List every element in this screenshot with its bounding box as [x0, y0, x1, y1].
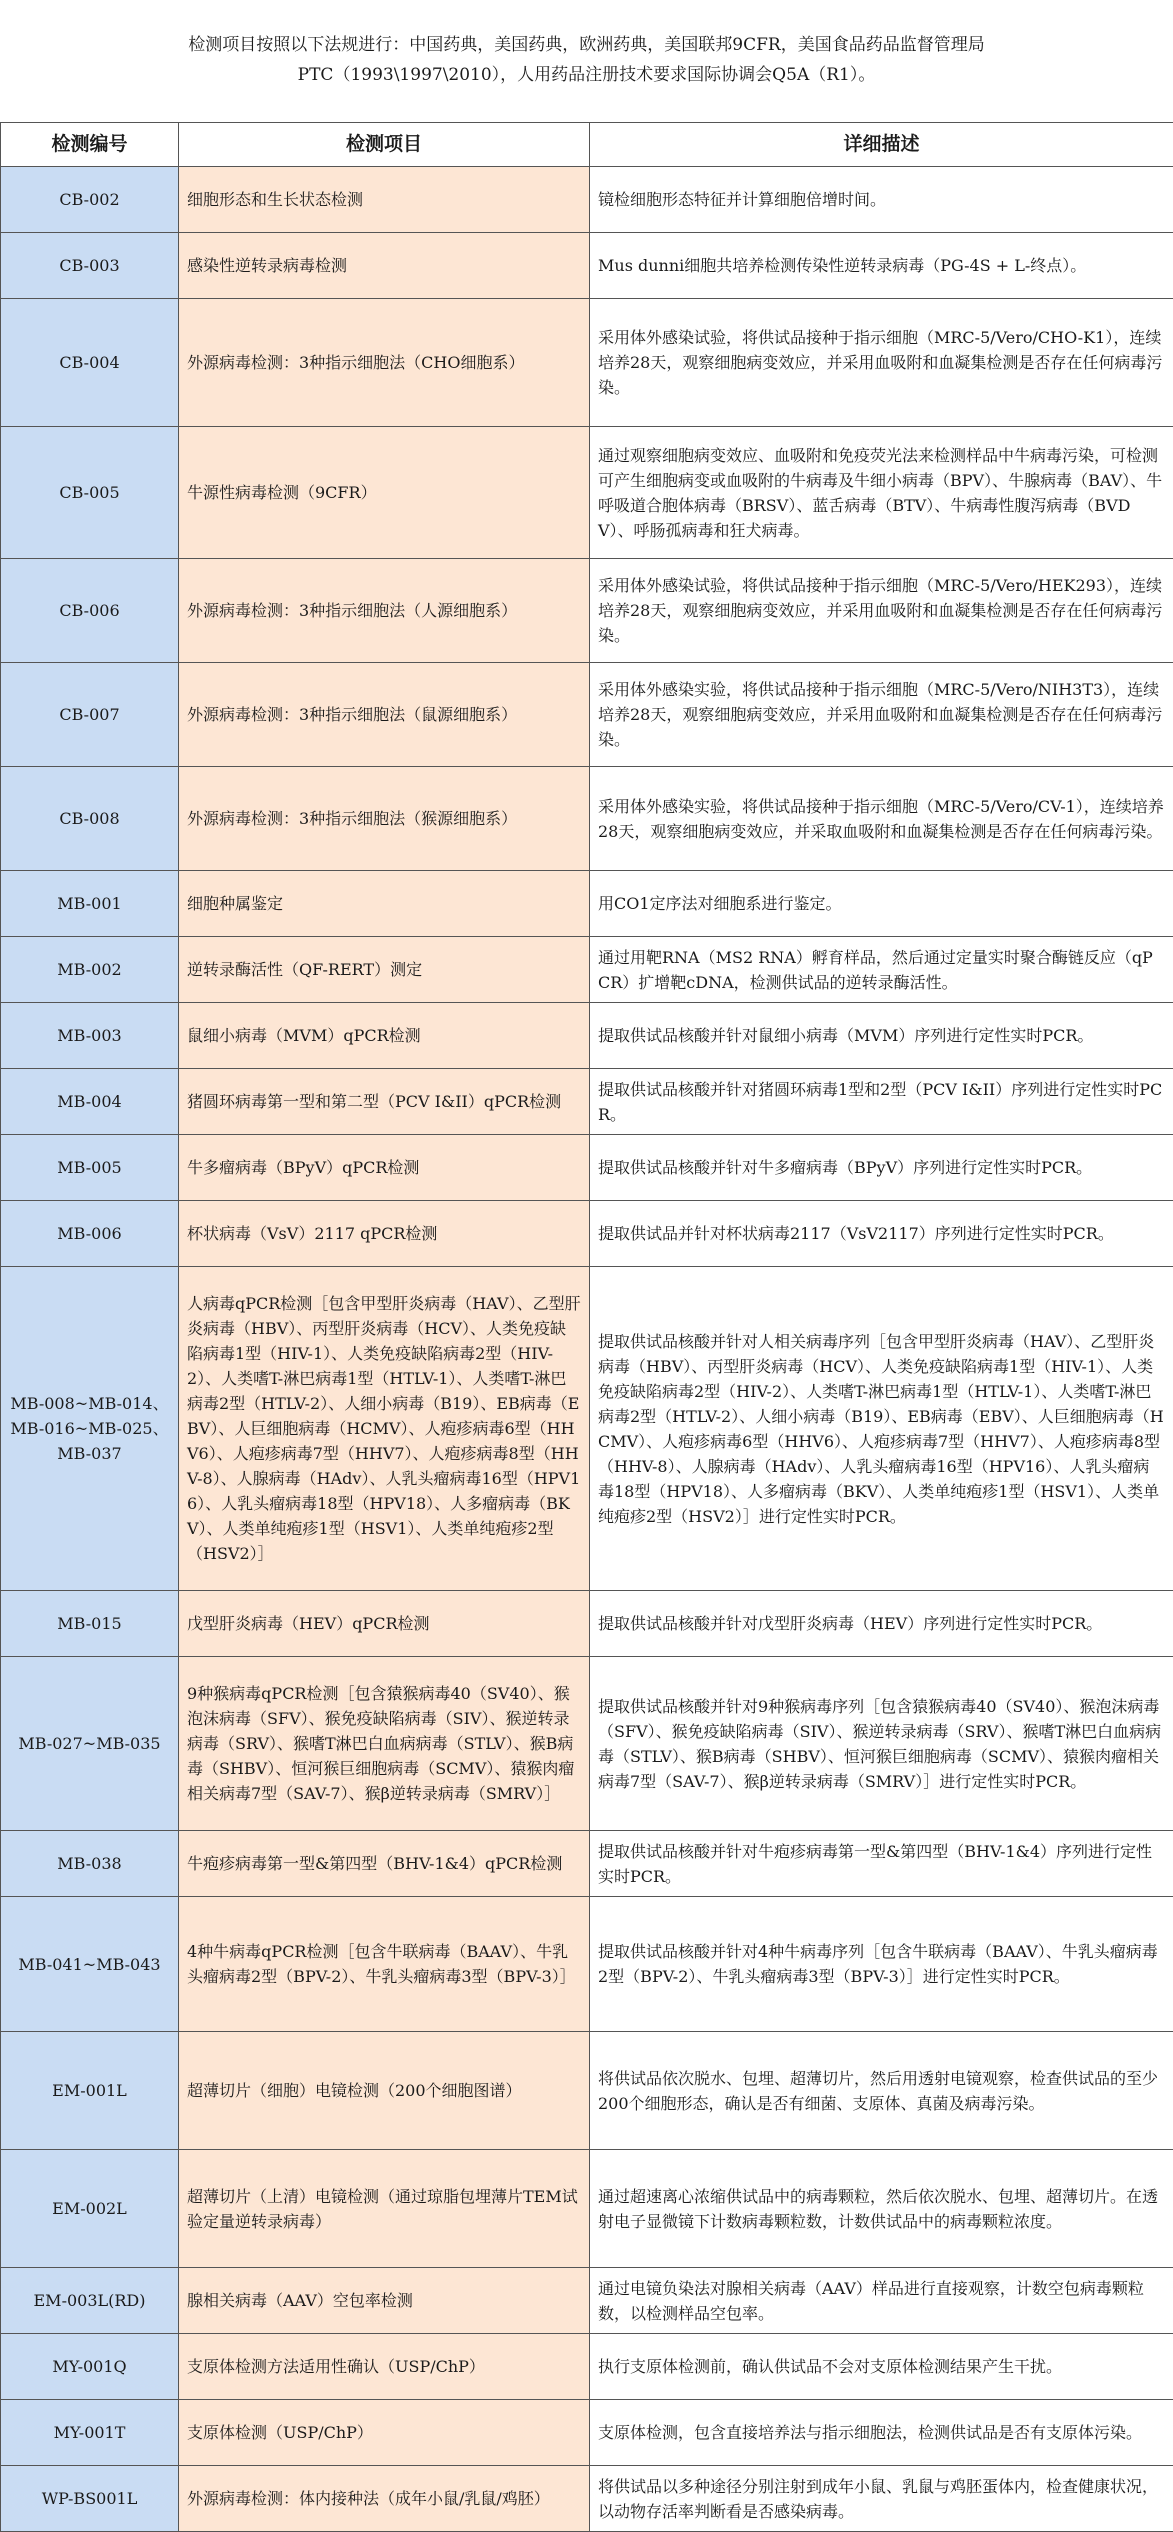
table-row — [1, 1897, 1173, 2032]
test-description: 将供试品依次脱水、包埋、超薄切片，然后用透射电镜观察，检查供试品的至少200个细胞形态，确认是否有细菌、支原体、真菌及病毒污染。 — [590, 2032, 1173, 2150]
test-description: 将供试品以多种途径分别注射到成年小鼠、乳鼠与鸡胚蛋体内，检查健康状况，以动物存活率判断看是否感染病毒。 — [590, 2466, 1173, 2532]
table-row — [1, 2466, 1173, 2532]
test-description: 通过电镜负染法对腺相关病毒（AAV）样品进行直接观察，计数空包病毒颗粒数，以检测样品空包率。 — [590, 2268, 1173, 2334]
test-description: 提取供试品核酸并针对人相关病毒序列［包含甲型肝炎病毒（HAV）、乙型肝炎病毒（HBV）、丙型肝炎病毒（HCV）、人类免疫缺陷病毒1型（HIV-1）、人类免疫缺陷病毒2型（HIV-2）、人类嗜T-淋巴病毒1型（HTLV-1）、人类嗜T-淋巴病毒2型（HTLV-2）、人细小病毒（B19）、EB病毒（EBV）、人巨细胞病毒（HCMV）、人疱疹病毒6型（HHV6）、人疱疹病毒7型（HHV7）、人疱疹病毒8型（HHV-8）、人腺病毒（HAdv）、人乳头瘤病毒16型（HPV16）、人乳头瘤病毒18型（HPV18）、人多瘤病毒（BKV）、人类单纯疱疹1型（HSV1）、人类单纯疱疹2型（HSV2）］进行定性实时PCR。 — [590, 1267, 1173, 1591]
test-item: 超薄切片（细胞）电镜检测（200个细胞图谱） — [179, 2032, 590, 2150]
test-description: 提取供试品核酸并针对猪圆环病毒1型和2型（PCV I&II）序列进行定性实时PCR。 — [590, 1069, 1173, 1135]
test-code: CB-003 — [1, 233, 179, 299]
test-code: MB-015 — [1, 1591, 179, 1657]
test-item: 牛多瘤病毒（BPyV）qPCR检测 — [179, 1135, 590, 1201]
test-description: 采用体外感染实验，将供试品接种于指示细胞（MRC-5/Vero/NIH3T3），连续培养28天，观察细胞病变效应，并采用血吸附和血凝集检测是否存在任何病毒污染。 — [590, 663, 1173, 767]
test-code: CB-006 — [1, 559, 179, 663]
test-code: EM-001L — [1, 2032, 179, 2150]
test-code: MY-001T — [1, 2400, 179, 2466]
test-code: CB-008 — [1, 767, 179, 871]
test-code: CB-007 — [1, 663, 179, 767]
test-item: 外源病毒检测：3种指示细胞法（猴源细胞系） — [179, 767, 590, 871]
test-item: 腺相关病毒（AAV）空包率检测 — [179, 2268, 590, 2334]
test-item: 支原体检测方法适用性确认（USP/ChP） — [179, 2334, 590, 2400]
table-row — [1, 1135, 1173, 1201]
header-code: 检测编号 — [1, 123, 179, 167]
test-item: 9种猴病毒qPCR检测［包含猿猴病毒40（SV40）、猴泡沫病毒（SFV）、猴免疫缺陷病毒（SIV）、猴逆转录病毒（SRV）、猴嗜T淋巴白血病病毒（STLV）、猴B病毒（SHBV）、恒河猴巨细胞病毒（SCMV）、猿猴肉瘤相关病毒7型（SAV-7）、猴β逆转录病毒（SMRV）］ — [179, 1657, 590, 1831]
test-description: 提取供试品核酸并针对牛疱疹病毒第一型&第四型（BHV-1&4）序列进行定性实时PCR。 — [590, 1831, 1173, 1897]
table-row — [1, 233, 1173, 299]
test-item: 猪圆环病毒第一型和第二型（PCV I&II）qPCR检测 — [179, 1069, 590, 1135]
regulation-intro — [0, 0, 1173, 122]
table-row — [1, 299, 1173, 427]
test-code: CB-005 — [1, 427, 179, 559]
test-code: CB-004 — [1, 299, 179, 427]
test-item: 逆转录酶活性（QF-RERT）测定 — [179, 937, 590, 1003]
table-row — [1, 1267, 1173, 1591]
test-description: 采用体外感染试验，将供试品接种于指示细胞（MRC-5/Vero/CHO-K1），连续培养28天，观察细胞病变效应，并采用血吸附和血凝集检测是否存在任何病毒污染。 — [590, 299, 1173, 427]
test-item: 外源病毒检测：3种指示细胞法（人源细胞系） — [179, 559, 590, 663]
test-description: 通过用靶RNA（MS2 RNA）孵育样品，然后通过定量实时聚合酶链反应（qPCR）扩增靶cDNA，检测供试品的逆转录酶活性。 — [590, 937, 1173, 1003]
table-row — [1, 2400, 1173, 2466]
test-code: MB-027~MB-035 — [1, 1657, 179, 1831]
test-item: 支原体检测（USP/ChP） — [179, 2400, 590, 2466]
test-description: 提取供试品核酸并针对戊型肝炎病毒（HEV）序列进行定性实时PCR。 — [590, 1591, 1173, 1657]
test-description: 通过观察细胞病变效应、血吸附和免疫荧光法来检测样品中牛病毒污染，可检测可产生细胞病变或血吸附的牛病毒及牛细小病毒（BPV）、牛腺病毒（BAV）、牛呼吸道合胞体病毒（BRSV）、蓝舌病毒（BTV）、牛病毒性腹泻病毒（BVDV）、呼肠孤病毒和狂犬病毒。 — [590, 427, 1173, 559]
table-row — [1, 2334, 1173, 2400]
test-description: 采用体外感染试验，将供试品接种于指示细胞（MRC-5/Vero/HEK293），连续培养28天，观察细胞病变效应，并采用血吸附和血凝集检测是否存在任何病毒污染。 — [590, 559, 1173, 663]
test-code: EM-003L(RD) — [1, 2268, 179, 2334]
table-row — [1, 2268, 1173, 2334]
test-item: 鼠细小病毒（MVM）qPCR检测 — [179, 1003, 590, 1069]
table-row — [1, 2032, 1173, 2150]
test-code: EM-002L — [1, 2150, 179, 2268]
test-description: 通过超速离心浓缩供试品中的病毒颗粒，然后依次脱水、包埋、超薄切片。在透射电子显微镜下计数病毒颗粒数，计数供试品中的病毒颗粒浓度。 — [590, 2150, 1173, 2268]
test-description: 采用体外感染实验，将供试品接种于指示细胞（MRC-5/Vero/CV-1），连续培养28天，观察细胞病变效应，并采取血吸附和血凝集检测是否存在任何病毒污染。 — [590, 767, 1173, 871]
test-description: 提取供试品核酸并针对9种猴病毒序列［包含猿猴病毒40（SV40）、猴泡沫病毒（SFV）、猴免疫缺陷病毒（SIV）、猴逆转录病毒（SRV）、猴嗜T淋巴白血病病毒（STLV）、猴B病毒（SHBV）、恒河猴巨细胞病毒（SCMV）、猿猴肉瘤相关病毒7型（SAV-7）、猴β逆转录病毒（SMRV）］进行定性实时PCR。 — [590, 1657, 1173, 1831]
intro-line-2: PTC（1993\1997\2010），人用药品注册技术要求国际协调会Q5A（R1）。 — [0, 60, 1173, 90]
table-row — [1, 1831, 1173, 1897]
test-description: Mus dunni细胞共培养检测传染性逆转录病毒（PG-4S + L-终点）。 — [590, 233, 1173, 299]
test-item: 牛源性病毒检测（9CFR） — [179, 427, 590, 559]
header-item: 检测项目 — [179, 123, 590, 167]
test-item: 杯状病毒（VsV）2117 qPCR检测 — [179, 1201, 590, 1267]
test-code: MB-008~MB-014、MB-016~MB-025、MB-037 — [1, 1267, 179, 1591]
test-item: 外源病毒检测：体内接种法（成年小鼠/乳鼠/鸡胚） — [179, 2466, 590, 2532]
test-code: MB-001 — [1, 871, 179, 937]
test-item: 细胞形态和生长状态检测 — [179, 167, 590, 233]
intro-line-1: 检测项目按照以下法规进行：中国药典，美国药典，欧洲药典，美国联邦9CFR，美国食品药品监督管理局 — [0, 30, 1173, 60]
test-description: 支原体检测，包含直接培养法与指示细胞法，检测供试品是否有支原体污染。 — [590, 2400, 1173, 2466]
test-code: MB-004 — [1, 1069, 179, 1135]
test-item: 戊型肝炎病毒（HEV）qPCR检测 — [179, 1591, 590, 1657]
table-row — [1, 767, 1173, 871]
test-item: 外源病毒检测：3种指示细胞法（CHO细胞系） — [179, 299, 590, 427]
test-code: CB-002 — [1, 167, 179, 233]
test-item: 牛疱疹病毒第一型&第四型（BHV-1&4）qPCR检测 — [179, 1831, 590, 1897]
table-row — [1, 937, 1173, 1003]
header-desc: 详细描述 — [590, 123, 1173, 167]
table-header-row — [1, 123, 1173, 167]
test-code: MB-002 — [1, 937, 179, 1003]
test-code: MY-001Q — [1, 2334, 179, 2400]
test-description: 提取供试品核酸并针对牛多瘤病毒（BPyV）序列进行定性实时PCR。 — [590, 1135, 1173, 1201]
table-row — [1, 427, 1173, 559]
test-description: 提取供试品并针对杯状病毒2117（VsV2117）序列进行定性实时PCR。 — [590, 1201, 1173, 1267]
test-code: WP-BS001L — [1, 2466, 179, 2532]
table-row — [1, 1201, 1173, 1267]
table-body — [1, 167, 1173, 2532]
table-row — [1, 559, 1173, 663]
test-item: 外源病毒检测：3种指示细胞法（鼠源细胞系） — [179, 663, 590, 767]
table-row — [1, 167, 1173, 233]
test-code: MB-038 — [1, 1831, 179, 1897]
table-row — [1, 2150, 1173, 2268]
table-row — [1, 1657, 1173, 1831]
test-code: MB-006 — [1, 1201, 179, 1267]
test-code: MB-003 — [1, 1003, 179, 1069]
table-row — [1, 663, 1173, 767]
table-row — [1, 1069, 1173, 1135]
test-description: 执行支原体检测前，确认供试品不会对支原体检测结果产生干扰。 — [590, 2334, 1173, 2400]
test-item: 细胞种属鉴定 — [179, 871, 590, 937]
test-items-table — [0, 122, 1173, 2532]
table-row — [1, 871, 1173, 937]
test-description: 提取供试品核酸并针对4种牛病毒序列［包含牛联病毒（BAAV）、牛乳头瘤病毒2型（BPV-2）、牛乳头瘤病毒3型（BPV-3）］进行定性实时PCR。 — [590, 1897, 1173, 2032]
test-description: 用CO1定序法对细胞系进行鉴定。 — [590, 871, 1173, 937]
test-code: MB-041~MB-043 — [1, 1897, 179, 2032]
test-description: 镜检细胞形态特征并计算细胞倍增时间。 — [590, 167, 1173, 233]
table-row — [1, 1591, 1173, 1657]
test-description: 提取供试品核酸并针对鼠细小病毒（MVM）序列进行定性实时PCR。 — [590, 1003, 1173, 1069]
test-item: 超薄切片（上清）电镜检测（通过琼脂包埋薄片TEM试验定量逆转录病毒） — [179, 2150, 590, 2268]
test-item: 感染性逆转录病毒检测 — [179, 233, 590, 299]
test-code: MB-005 — [1, 1135, 179, 1201]
table-row — [1, 1003, 1173, 1069]
test-item: 4种牛病毒qPCR检测［包含牛联病毒（BAAV）、牛乳头瘤病毒2型（BPV-2）、牛乳头瘤病毒3型（BPV-3）］ — [179, 1897, 590, 2032]
test-item: 人病毒qPCR检测［包含甲型肝炎病毒（HAV）、乙型肝炎病毒（HBV）、丙型肝炎病毒（HCV）、人类免疫缺陷病毒1型（HIV-1）、人类免疫缺陷病毒2型（HIV-2）、人类嗜T-淋巴病毒1型（HTLV-1）、人类嗜T-淋巴病毒2型（HTLV-2）、人细小病毒（B19）、EB病毒（EBV）、人巨细胞病毒（HCMV）、人疱疹病毒6型（HHV6）、人疱疹病毒7型（HHV7）、人疱疹病毒8型（HHV-8）、人腺病毒（HAdv）、人乳头瘤病毒16型（HPV16）、人乳头瘤病毒18型（HPV18）、人多瘤病毒（BKV）、人类单纯疱疹1型（HSV1）、人类单纯疱疹2型（HSV2）］ — [179, 1267, 590, 1591]
